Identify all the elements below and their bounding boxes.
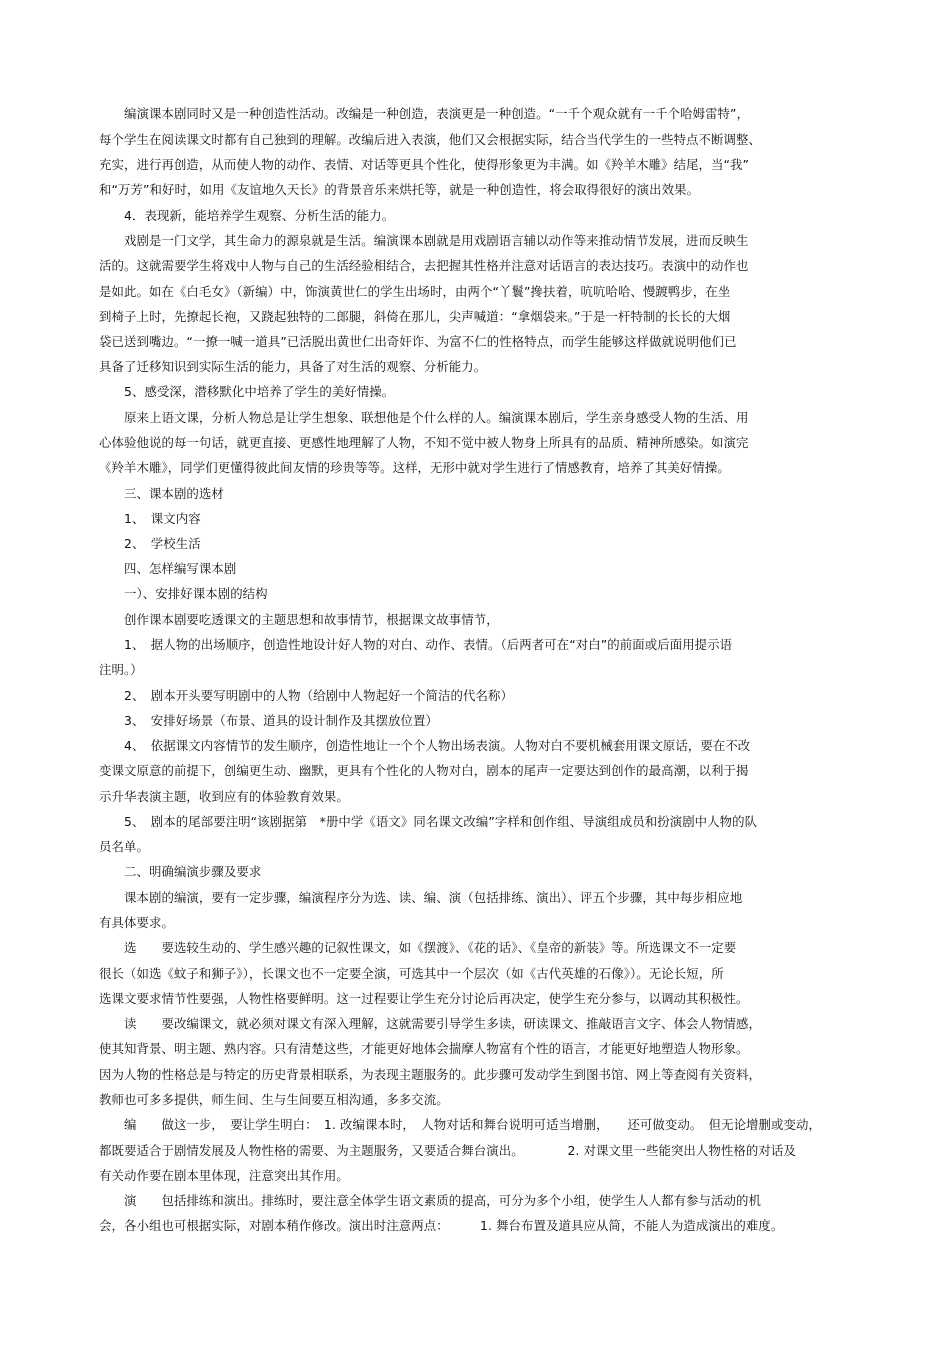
text-line: 原来上语文课，分析人物总是让学生想象、联想他是个什么样的人。编演课本剧后，学生亲身感受人物的生活、用 xyxy=(99,410,749,425)
text-line: 5、 剧本的尾部要注明“该剧据第 *册中学《语文》同名课文改编”字样和创作组、导演组成员和扮演剧中人物的队 xyxy=(99,814,758,829)
text-line: 很长（如选《蚊子和狮子》），长课文也不一定要全演，可选其中一个层次（如《古代英雄的石像》）。无论长短，所 xyxy=(99,966,724,981)
text-line: 课本剧的编演，要有一定步骤，编演程序分为选、读、编、演（包括排练、演出）、评五个步骤，其中每步相应地 xyxy=(99,890,743,905)
text-line: 袋已送到嘴边。“一撩一喊一道具”已活脱出黄世仁出奇奸诈、为富不仁的性格特点，而学生能够这样做就说明他们已 xyxy=(99,334,737,349)
text-line: 编 做这一步， 要让学生明白： 1. 改编课本时， 人物对话和舞台说明可适当增删， 还可做变动。 但无论增删或变动， xyxy=(99,1117,822,1132)
text-line: 因为人物的性格总是与特定的历史背景相联系，为表现主题服务的。此步骤可发动学生到图书馆、网上等查阅有关资料， xyxy=(99,1067,762,1082)
text-line: 每个学生在阅读课文时都有自己独到的理解。改编后进入表演，他们又会根据实际，结合当代学生的一些特点不断调整、 xyxy=(99,132,762,147)
text-line: 4、 依据课文内容情节的发生顺序，创造性地让一个个人物出场表演。人物对白不要机械套用课文原话，要在不改 xyxy=(99,738,751,753)
text-line: 5、感受深，潜移默化中培养了学生的美好情操。 xyxy=(99,384,395,399)
text-line: 都既要适合于剧情发展及人物性格的需要、为主题服务，又要适合舞台演出。 2. 对课文里一些能突出人物性格的对话及 xyxy=(99,1143,796,1158)
text-line: 和“万芳”和好时，如用《友谊地久天长》的背景音乐来烘托等，就是一种创造性，将会取得很好的演出效果。 xyxy=(99,182,700,197)
text-line: 1、 课文内容 xyxy=(99,511,201,526)
text-line: 使其知背景、明主题、熟内容。只有清楚这些，才能更好地体会揣摩人物富有个性的语言，才能更好地塑造人物形象。 xyxy=(99,1041,749,1056)
text-line: 2、 剧本开头要写明剧中的人物（给剧中人物起好一个简洁的代名称） xyxy=(99,688,513,703)
text-line: 读 要改编课文，就必须对课文有深入理解，这就需要引导学生多读，研读课文、推敲语言文字、体会人物情感， xyxy=(99,1016,762,1031)
text-line: 会，各小组也可根据实际，对剧本稍作修改。演出时注意两点： 1. 舞台布置及道具应从简，不能人为造成演出的难度。 xyxy=(99,1218,784,1233)
text-line: 戏剧是一门文学，其生命力的源泉就是生活。编演课本剧就是用戏剧语言辅以动作等来推动情节发展，进而反映生 xyxy=(99,233,749,248)
text-line: 变课文原意的前提下，创编更生动、幽默，更具有个性化的人物对白，剧本的尾声一定要达到创作的最高潮，以利于揭 xyxy=(99,763,749,778)
text-line: 员名单。 xyxy=(99,839,149,854)
text-line: 到椅子上时，先撩起长袍，又跷起独特的二郎腿，斜倚在那儿，尖声喊道：“拿烟袋来。”于是一杆特制的长长的大烟 xyxy=(99,309,731,324)
text-line: 2、 学校生活 xyxy=(99,536,201,551)
text-line: 选课文要求情节性要强，人物性格要鲜明。这一过程要让学生充分讨论后再决定，使学生充分参与，以调动其积极性。 xyxy=(99,991,749,1006)
subsection-heading: 一）、安排好课本剧的结构 xyxy=(99,586,268,601)
text-line: 示升华表演主题，收到应有的体验教育效果。 xyxy=(99,789,349,804)
text-line: 有关动作要在剧本里体现，注意突出其作用。 xyxy=(99,1168,349,1183)
text-line: 1、 据人物的出场顺序，创造性地设计好人物的对白、动作、表情。（后两者可在“对白”的前面或后面用提示语 xyxy=(99,637,733,652)
text-line: 教师也可多多提供，师生间、生与生间要互相沟通，多多交流。 xyxy=(99,1092,449,1107)
section-heading: 三、课本剧的选材 xyxy=(99,486,224,501)
text-line: 选 要选较生动的、学生感兴趣的记叙性课文，如《摆渡》、《花的话》、《皇帝的新装》等。所选课文不一定要 xyxy=(99,940,737,955)
text-line: 演 包括排练和演出。排练时，要注意全体学生语文素质的提高，可分为多个小组，使学生人人都有参与活动的机 xyxy=(99,1193,762,1208)
text-line: 3、 安排好场景（布景、道具的设计制作及其摆放位置） xyxy=(99,713,439,728)
text-line: 心体验他说的每一句话，就更直接、更感性地理解了人物，不知不觉中被人物身上所具有的品质、精神所感染。如演完 xyxy=(99,435,749,450)
text-line: 《羚羊木雕》，同学们更懂得彼此间友情的珍贵等等。这样，无形中就对学生进行了情感教育，培养了其美好情操。 xyxy=(99,460,730,475)
section-heading: 四、怎样编写课本剧 xyxy=(99,561,237,576)
text-line: 是如此。如在《白毛女》（新编）中，饰演黄世仁的学生出场时，由两个“丫鬟”搀扶着，吭吭哈哈、慢踱鸭步，在坐 xyxy=(99,284,731,299)
section-heading: 二、明确编演步骤及要求 xyxy=(99,864,262,879)
text-line: 4．表现新，能培养学生观察、分析生活的能力。 xyxy=(99,208,395,223)
text-line: 具备了迁移知识到实际生活的能力，具备了对生活的观察、分析能力。 xyxy=(99,359,487,374)
text-line: 创作课本剧要吃透课文的主题思想和故事情节，根据课文故事情节， xyxy=(99,612,499,627)
text-line: 编演课本剧同时又是一种创造性活动。改编是一种创造，表演更是一种创造。“一千个观众就有一千个哈姆雷特”， xyxy=(99,106,750,121)
text-line: 有具体要求。 xyxy=(99,915,174,930)
text-line: 充实，进行再创造，从而使人物的动作、表情、对话等更具个性化，使得形象更为丰满。如《羚羊木雕》结尾，当“我” xyxy=(99,157,750,172)
text-line: 活的。这就需要学生将戏中人物与自己的生活经验相结合，去把握其性格并注意对话语言的表达技巧。表演中的动作也 xyxy=(99,258,749,273)
text-line: 注明。） xyxy=(99,662,143,677)
